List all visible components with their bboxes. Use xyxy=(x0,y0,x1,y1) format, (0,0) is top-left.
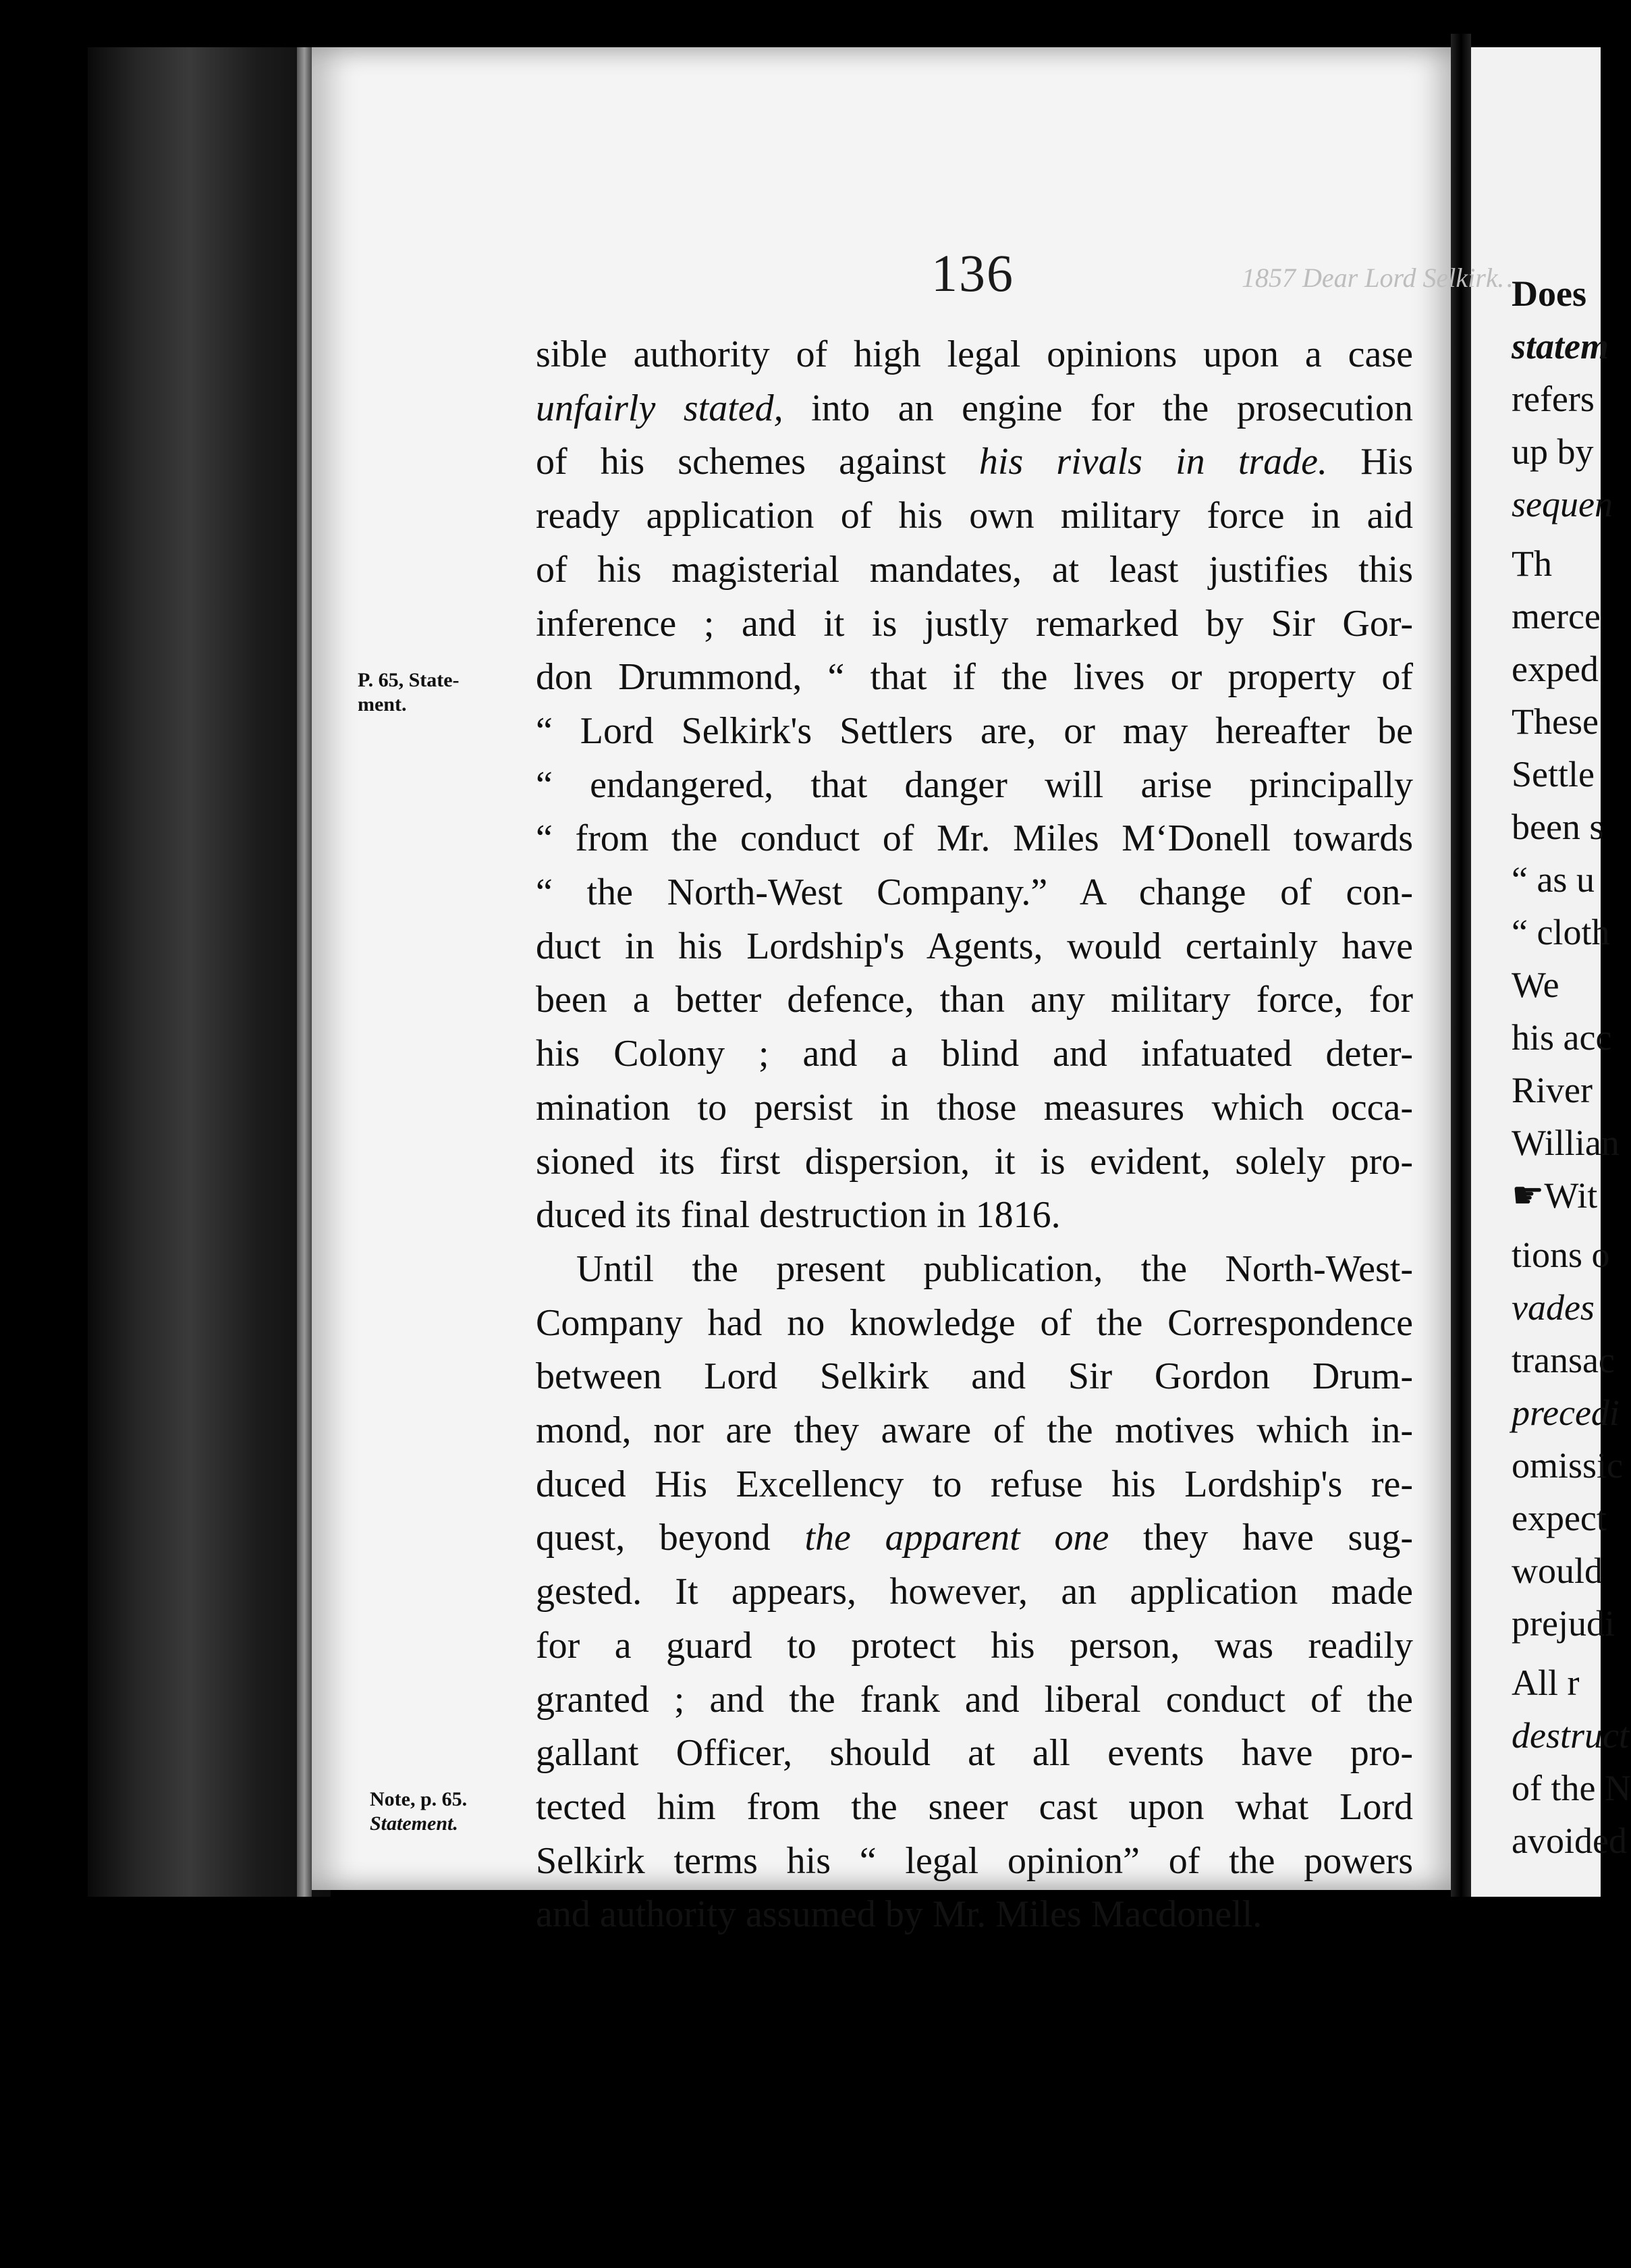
text-span: of his schemes against xyxy=(536,441,979,483)
facing-text-line: transac xyxy=(1512,1340,1615,1380)
facing-text-line: All r xyxy=(1512,1663,1580,1703)
text-span: duced its final destruction in 1816. xyxy=(536,1194,1061,1237)
page-edge-strip xyxy=(297,47,312,1897)
facing-text-line: sequen xyxy=(1512,484,1613,524)
facing-text-line: prejudi xyxy=(1512,1603,1615,1644)
facing-text-line: “ as u xyxy=(1512,859,1595,900)
facing-text-line: avoided xyxy=(1512,1820,1627,1861)
text-span: tected him from the sneer cast upon what Lord xyxy=(536,1785,1413,1828)
text-span: duced His Excellency to refuse his Lordship's re- xyxy=(536,1463,1413,1505)
text-line xyxy=(536,923,1413,970)
text-line xyxy=(536,1514,1413,1561)
text-line xyxy=(536,546,1413,593)
text-line xyxy=(536,1783,1413,1831)
text-line xyxy=(536,976,1413,1023)
text-line xyxy=(536,600,1413,647)
facing-text-line: omissic xyxy=(1512,1445,1624,1486)
text-line xyxy=(536,1084,1413,1131)
text-line xyxy=(536,815,1413,862)
text-span: mond, nor are they aware of the motives which in- xyxy=(536,1409,1413,1451)
text-span: and authority assumed by Mr. Miles Macdonell. xyxy=(536,1893,1263,1936)
facing-text-line: tions o xyxy=(1512,1235,1610,1275)
text-line xyxy=(536,1891,1413,1938)
text-span: “ endangered, that danger will arise principally xyxy=(536,763,1413,806)
facing-text-line: vades xyxy=(1512,1287,1595,1328)
text-span: mination to persist in those measures which occa- xyxy=(536,1086,1413,1129)
text-line xyxy=(536,438,1413,485)
text-span: into an engine for the prosecution xyxy=(783,387,1413,429)
book-gutter xyxy=(1451,34,1471,1897)
text-span: for a guard to protect his person, was readily xyxy=(536,1624,1413,1667)
text-line xyxy=(536,1138,1413,1185)
facing-text-line: been s xyxy=(1512,807,1604,847)
text-line xyxy=(536,653,1413,701)
text-line xyxy=(536,1837,1413,1885)
text-span: “ Lord Selkirk's Settlers are, or may hereafter be xyxy=(536,709,1413,752)
text-span: of his magisterial mandates, at least justifies this xyxy=(536,548,1413,591)
italic-text: the apparent one xyxy=(804,1517,1109,1559)
margin-note-line: Note, p. 65. xyxy=(370,1788,468,1810)
facing-text-line: Willian xyxy=(1512,1123,1620,1163)
text-span: gested. It appears, however, an application made xyxy=(536,1571,1413,1613)
text-span: His xyxy=(1327,441,1413,483)
margin-note-line: ment. xyxy=(358,693,407,716)
text-line xyxy=(536,761,1413,809)
margin-note-line: P. 65, State- xyxy=(358,669,460,691)
facing-text-line: of the N xyxy=(1512,1768,1631,1808)
facing-text-line: Does xyxy=(1512,273,1586,314)
facing-text-line: exped xyxy=(1512,649,1599,689)
facing-text-line: precedi xyxy=(1512,1393,1620,1433)
facing-text-line: destruct xyxy=(1512,1715,1629,1756)
margin-note-statement-ref xyxy=(358,668,460,717)
facing-text-line: would xyxy=(1512,1550,1603,1591)
text-span: Company had no knowledge of the Correspondence xyxy=(536,1301,1413,1344)
text-span: inference ; and it is justly remarked by Sir Gor- xyxy=(536,602,1413,645)
text-line xyxy=(536,869,1413,916)
text-line xyxy=(536,385,1413,432)
text-line xyxy=(536,492,1413,539)
facing-text-line: statem xyxy=(1512,326,1609,367)
text-span: between Lord Selkirk and Sir Gordon Drum- xyxy=(536,1355,1413,1398)
text-span: sioned its first dispersion, it is evident, solely pro- xyxy=(536,1140,1413,1183)
text-line xyxy=(536,1729,1413,1777)
text-line xyxy=(536,1622,1413,1669)
faint-handwritten-header: 1857 Dear Lord Selkirk… xyxy=(1242,263,1522,293)
text-line xyxy=(536,331,1413,378)
text-line xyxy=(536,1030,1413,1077)
facing-text-line: River xyxy=(1512,1070,1593,1110)
margin-note-line: Statement. xyxy=(370,1812,458,1835)
text-line xyxy=(536,1407,1413,1454)
text-line xyxy=(536,1299,1413,1347)
facing-text-line: expect xyxy=(1512,1498,1607,1538)
facing-text-line: These xyxy=(1512,701,1599,742)
facing-text-line: Th xyxy=(1512,543,1552,584)
text-span: Until the present publication, the North-West- xyxy=(576,1247,1413,1290)
italic-text: unfairly stated, xyxy=(536,387,783,429)
page-number: 136 xyxy=(931,244,1014,302)
text-span: ready application of his own military force in aid xyxy=(536,495,1413,537)
text-line xyxy=(536,1676,1413,1723)
text-span: don Drummond, “ that if the lives or property of xyxy=(536,656,1413,699)
facing-text-line: his acc xyxy=(1512,1017,1612,1058)
margin-note-note-ref xyxy=(370,1787,467,1836)
text-span: granted ; and the frank and liberal conduct of the xyxy=(536,1678,1413,1721)
facing-text-line: up by xyxy=(1512,431,1594,472)
text-line xyxy=(536,1461,1413,1508)
text-line xyxy=(536,1353,1413,1400)
facing-text-line: We xyxy=(1512,965,1559,1005)
facing-text-line: “ cloth xyxy=(1512,912,1610,952)
text-span: “ from the conduct of Mr. Miles M‘Donell towards xyxy=(536,817,1413,860)
text-span: been a better defence, than any military force, for xyxy=(536,979,1413,1021)
text-line xyxy=(576,1245,1413,1293)
text-span: sible authority of high legal opinions upon a case xyxy=(536,333,1413,375)
facing-text-line: ☛Wit xyxy=(1512,1175,1598,1216)
text-span: Selkirk terms his “ legal opinion” of the powers xyxy=(536,1839,1413,1882)
text-span: his Colony ; and a blind and infatuated deter- xyxy=(536,1033,1413,1075)
text-span: they have sug- xyxy=(1109,1517,1414,1559)
text-line xyxy=(536,1191,1413,1239)
text-span: quest, beyond xyxy=(536,1517,805,1559)
text-span: gallant Officer, should at all events have pro- xyxy=(536,1732,1413,1775)
text-line xyxy=(536,1568,1413,1615)
facing-text-line: Settle xyxy=(1512,754,1595,794)
facing-text-line: merce xyxy=(1512,596,1601,637)
facing-text-line: refers xyxy=(1512,379,1595,419)
text-line xyxy=(536,707,1413,755)
text-span: duct in his Lordship's Agents, would certainly have xyxy=(536,925,1413,967)
text-span: “ the North-West Company.” A change of con- xyxy=(536,871,1413,913)
italic-text: his rivals in trade. xyxy=(978,441,1328,483)
book-binding-edge xyxy=(88,47,331,1897)
